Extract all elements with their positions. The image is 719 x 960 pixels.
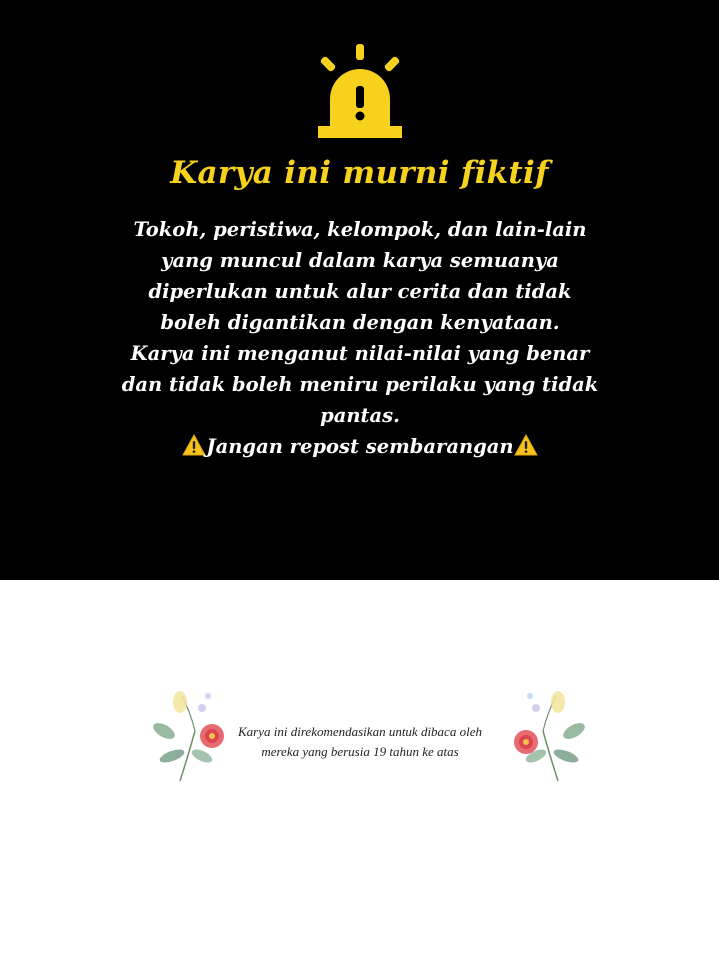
recommendation-panel [0, 580, 719, 960]
disclaimer-line: diperlukan untuk alur cerita dan tidak [148, 280, 572, 303]
disclaimer-text [90, 214, 630, 462]
warning-triangle-icon [182, 434, 206, 456]
disclaimer-line: yang muncul dalam karya semuanya [161, 249, 559, 272]
recommendation-line: mereka yang berusia 19 tahun ke atas [261, 744, 459, 759]
age-recommendation-text [200, 722, 520, 762]
disclaimer-line: boleh digantikan dengan kenyataan. [160, 311, 560, 334]
alarm-light-icon [310, 44, 410, 144]
warning-text: Jangan repost sembarangan [206, 435, 514, 458]
warning-line [90, 431, 630, 462]
notice-title: Karya ini murni fiktif [170, 155, 549, 191]
warning-triangle-icon [514, 434, 538, 456]
disclaimer-line: Tokoh, peristiwa, kelompok, dan lain-lain [133, 218, 587, 241]
recommendation-line: Karya ini direkomendasikan untuk dibaca oleh [238, 724, 482, 739]
disclaimer-line: dan tidak boleh meniru perilaku yang tidak [121, 373, 599, 396]
disclaimer-line: Karya ini menganut nilai-nilai yang benar [130, 342, 590, 365]
flower-bouquet-icon [508, 686, 588, 786]
disclaimer-line: pantas. [320, 404, 400, 427]
